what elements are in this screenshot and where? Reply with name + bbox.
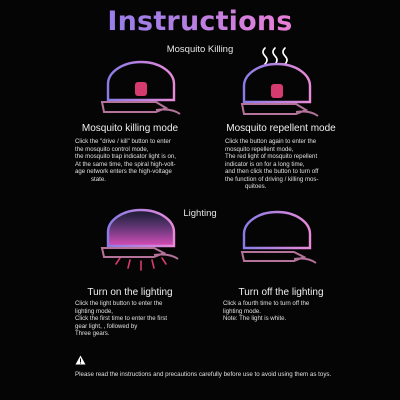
description-line: The red light of mosquito repellent <box>225 153 318 160</box>
description-line: quitoes. <box>245 183 267 190</box>
mosquito-killing-description <box>75 138 205 183</box>
light-on-description <box>75 300 205 338</box>
mode-title-mosquito-killing: Mosquito killing mode <box>81 123 179 134</box>
description-line: gear light, , followed by <box>75 322 138 330</box>
mode-title-light-off: Turn off the lighting <box>238 287 324 298</box>
description-line: lighting mode, <box>75 307 113 315</box>
description-line: and then click the button to turn off <box>225 168 319 175</box>
mosquito-repellent-cage-icon <box>232 46 322 132</box>
description-line: At the same time, the spiral high-volt- <box>75 160 176 168</box>
description-line: Three gears. <box>75 330 110 337</box>
warning-triangle-icon <box>75 352 86 362</box>
description-line: mosquito repellent mode, <box>225 145 294 153</box>
description-line: lighting mode. <box>223 307 261 315</box>
description-line: age network enters the high-voltage <box>75 168 172 175</box>
section-heading-mosquito-killing: Mosquito Killing <box>166 44 234 55</box>
mosquito-killer-cage-icon <box>96 56 186 132</box>
description-line: Note: The light is white. <box>223 315 287 322</box>
light-on-cage-icon <box>96 206 186 276</box>
page-title: Instructions <box>0 6 400 37</box>
description-line: Click the light button to enter the <box>75 300 163 307</box>
description-line: the mosquito control mode, <box>75 145 149 153</box>
description-line: Click the first time to enter the first <box>75 315 168 322</box>
description-line: the function of driving / killing mos- <box>225 175 319 183</box>
description-line: Click a fourth time to turn off the <box>223 300 310 307</box>
mode-title-light-on: Turn on the lighting <box>87 287 173 298</box>
description-line: Click the "drive / kill" button to enter <box>75 138 171 145</box>
light-off-description <box>223 300 353 323</box>
mosquito-repellent-description <box>225 138 355 191</box>
light-off-cage-icon <box>232 208 322 278</box>
description-line: indicator is on for a long time, <box>225 160 305 168</box>
description-line: the mosquito trap indicator light is on, <box>75 153 176 160</box>
description-line: Click the button again to enter the <box>225 138 317 145</box>
mode-title-mosquito-repellent: Mosquito repellent mode <box>226 123 336 134</box>
safety-note: Please read the instructions and precautions carefully before use to avoid using them as toys. <box>75 371 332 378</box>
section-heading-lighting: Lighting <box>183 208 217 219</box>
description-line: state. <box>91 175 106 183</box>
